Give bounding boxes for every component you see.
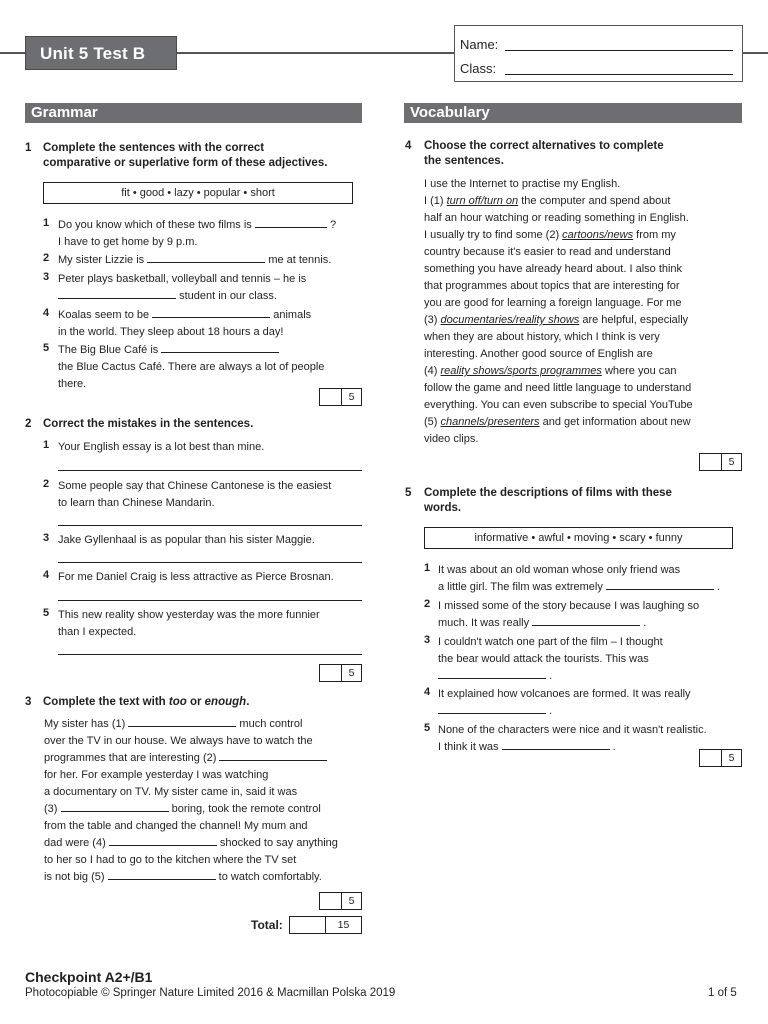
answer-blank[interactable] — [532, 615, 640, 626]
task2-item-1: Your English essay is a lot best than mine. — [58, 441, 265, 453]
answer-blank[interactable] — [219, 750, 327, 761]
name-label: Name: — [460, 37, 499, 52]
task1-item-3: Peter plays basketball, volleyball and tennis – he is student in our class. — [58, 273, 307, 302]
total-score-entry[interactable] — [290, 917, 326, 933]
task2-instruction: Correct the mistakes in the sentences. — [43, 418, 254, 430]
score-box — [319, 664, 362, 682]
question-number: 2 — [43, 252, 50, 264]
score-max: 5 — [348, 391, 355, 403]
score-entry[interactable] — [700, 454, 722, 470]
task4-text: I use the Internet to practise my English. I (1) turn off/turn on the computer and spend about half an hour watching or reading something in English. I usually try to find some (2) cartoons/news from my country because it's easier to read and understand something you have already heard about. I also think that programmes about topics that are interesting for you are good for learning a foreign language. For me (3) documentaries/reality shows are helpful, especially when they are about history, which I think is very interesting. Another good source of English are (4) reality shows/sports programmes where you can follow the game and need little language to understand everything. You can even subscribe to special YouTube (5) channels/presenters and get information about new video clips. — [424, 178, 693, 445]
score-box — [699, 749, 742, 767]
total-score-box — [289, 916, 362, 934]
score-max: 5 — [728, 752, 735, 764]
question-number: 5 — [424, 722, 431, 734]
task1-item-1: Do you know which of these two films is ? I have to get home by 9 p.m. — [58, 219, 337, 248]
task2-item-3: Jake Gyllenhaal is as popular than his sister Maggie. — [58, 534, 315, 546]
grammar-section-title: Grammar — [25, 103, 362, 123]
task-number: 2 — [25, 418, 32, 430]
task-number: 1 — [25, 142, 32, 154]
answer-blank[interactable] — [152, 307, 270, 318]
question-number: 1 — [43, 439, 50, 451]
task2-item-4: For me Daniel Craig is less attractive as Pierce Brosnan. — [58, 571, 334, 583]
task3-text: My sister has (1) much control over the TV in our house. We always have to watch the programmes that are interesting (2) for her. For example yesterday I was watching a documentary on TV. My sister came in, said it was (3) boring, took the remote control from the table and changed the channel! My mum and dad were (4) shocked to say anything to her so I had to go to the kitchen where the TV set is not big (5) to watch comfortably. — [44, 718, 338, 883]
task5-item-2: I missed some of the story because I was laughing so much. It was really . — [438, 600, 700, 629]
answer-blank[interactable] — [147, 252, 265, 263]
task2-item-5: This new reality show yesterday was the more funnier than I expected. — [58, 609, 320, 638]
footer-title: Checkpoint A2+/B1 — [25, 969, 153, 985]
page-number: 1 of 5 — [708, 987, 737, 999]
score-entry[interactable] — [700, 750, 722, 766]
unit-title: Unit 5 Test B — [25, 36, 177, 70]
answer-line[interactable] — [58, 600, 362, 601]
question-number: 4 — [43, 307, 50, 319]
score-max: 5 — [348, 895, 355, 907]
task5-item-5: None of the characters were nice and it wasn't realistic. I think it was . — [438, 724, 707, 753]
answer-blank[interactable] — [502, 739, 610, 750]
score-entry[interactable] — [320, 893, 342, 909]
alternatives-choice[interactable]: channels/presenters — [440, 416, 540, 428]
question-number: 3 — [43, 532, 50, 544]
question-number: 3 — [424, 634, 431, 646]
question-number: 4 — [43, 569, 50, 581]
question-number: 1 — [424, 562, 431, 574]
answer-blank[interactable] — [438, 668, 546, 679]
total-label: Total: — [251, 918, 283, 932]
alternatives-choice[interactable]: turn off/turn on — [446, 195, 519, 207]
task1-item-2: My sister Lizzie is me at tennis. — [58, 254, 332, 266]
answer-blank[interactable] — [61, 801, 169, 812]
task1-item-5: The Big Blue Café is the Blue Cactus Café. There are always a lot of people there. — [58, 344, 325, 390]
word-box: fit • good • lazy • popular • short — [43, 182, 353, 204]
task3-instruction: Complete the text with too or enough. — [43, 696, 250, 708]
alternatives-choice[interactable]: documentaries/reality shows — [440, 314, 580, 326]
footer-copyright: Photocopiable © Springer Nature Limited 2016 & Macmillan Polska 2019 — [25, 987, 396, 999]
answer-blank[interactable] — [109, 835, 217, 846]
task2-item-2: Some people say that Chinese Cantonese is the easiest to learn than Chinese Mandarin. — [58, 480, 332, 509]
score-box — [319, 388, 362, 406]
task-number: 5 — [405, 487, 412, 499]
task4-instruction: Choose the correct alternatives to complete the sentences. — [424, 140, 664, 167]
answer-line[interactable] — [58, 562, 362, 563]
score-box — [699, 453, 742, 471]
answer-line[interactable] — [58, 470, 362, 471]
alternatives-choice[interactable]: reality shows/sports programmes — [440, 365, 602, 377]
task-number: 3 — [25, 696, 32, 708]
question-number: 2 — [424, 598, 431, 610]
task5-item-1: It was about an old woman whose only friend was a little girl. The film was extremely . — [438, 564, 721, 593]
answer-line[interactable] — [58, 525, 362, 526]
question-number: 4 — [424, 686, 431, 698]
task1-item-4: Koalas seem to be animals in the world. They sleep about 18 hours a day! — [58, 309, 312, 338]
score-entry[interactable] — [320, 665, 342, 681]
task5-instruction: Complete the descriptions of films with these words. — [424, 487, 672, 514]
class-field-line[interactable] — [505, 74, 733, 75]
question-number: 5 — [43, 607, 50, 619]
answer-blank[interactable] — [161, 342, 279, 353]
task5-item-4: It explained how volcanoes are formed. It was really . — [438, 688, 691, 717]
answer-line[interactable] — [58, 654, 362, 655]
class-label: Class: — [460, 61, 497, 76]
name-field-line[interactable] — [505, 50, 733, 51]
question-number: 2 — [43, 478, 50, 490]
answer-blank[interactable] — [438, 703, 546, 714]
answer-blank[interactable] — [606, 579, 714, 590]
alternatives-choice[interactable]: cartoons/news — [562, 229, 634, 241]
name-class-box — [454, 25, 743, 82]
task1-instruction: Complete the sentences with the correct comparative or superlative form of these adjectives. — [43, 142, 328, 169]
answer-blank[interactable] — [255, 217, 327, 228]
score-entry[interactable] — [320, 389, 342, 405]
score-max: 5 — [728, 456, 735, 468]
answer-blank[interactable] — [128, 716, 236, 727]
question-number: 1 — [43, 217, 50, 229]
score-max: 5 — [348, 667, 355, 679]
score-box — [319, 892, 362, 910]
task5-item-3: I couldn't watch one part of the film – I thought the bear would attack the tourists. This was . — [438, 636, 663, 682]
total-score-max: 15 — [337, 919, 350, 931]
question-number: 3 — [43, 271, 50, 283]
answer-blank[interactable] — [58, 288, 176, 299]
word-box: informative • awful • moving • scary • funny — [424, 527, 733, 549]
question-number: 5 — [43, 342, 50, 354]
answer-blank[interactable] — [108, 869, 216, 880]
task-number: 4 — [405, 140, 412, 152]
vocabulary-section-title: Vocabulary — [404, 103, 742, 123]
